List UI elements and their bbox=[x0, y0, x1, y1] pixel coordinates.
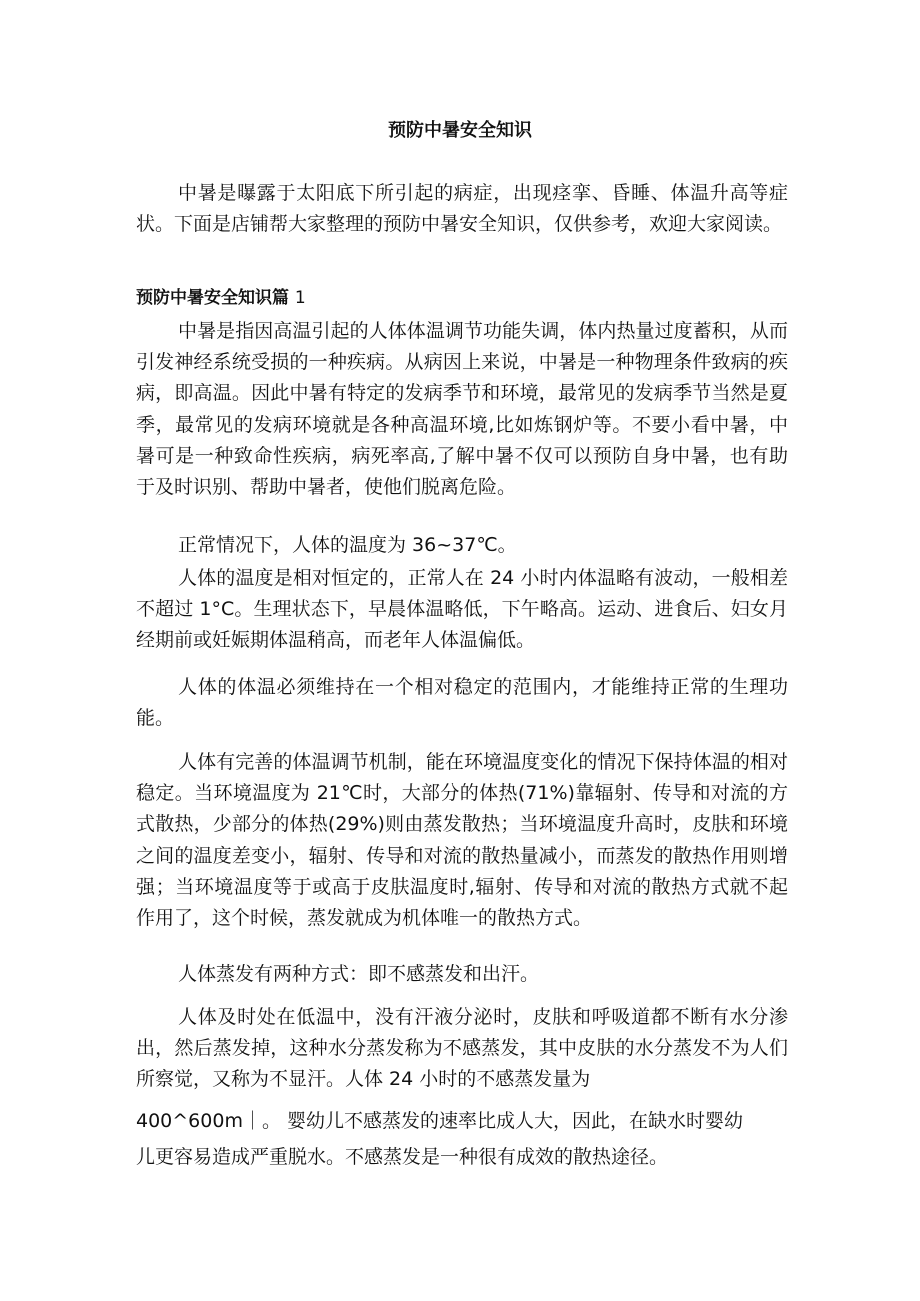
text-line: 儿更容易造成严重脱水。不感蒸发是一种很有成效的散热途径。 bbox=[136, 1146, 669, 1168]
paragraph-temp-variation: 人体的温度是相对恒定的，正常人在 24 小时内体温略有波动，一般相差不超过 1°C。生理状态下，早晨体温略低，下午略高。运动、进食后、妇女月经期前或妊娠期体温稍高，而老年人体温偏低。 bbox=[136, 567, 788, 652]
paragraph-insensible: 人体及时处在低温中，没有汗液分泌时，皮肤和呼吸道都不断有水分渗出，然后蒸发掉，这种水分蒸发称为不感蒸发，其中皮肤的水分蒸发不为人们所察觉，又称为不显汗。人体 24 小时的不感蒸发量为 bbox=[136, 1006, 788, 1091]
paragraph-stable-range: 人体的体温必须维持在一个相对稳定的范围内，才能维持正常的生理功能。 bbox=[136, 676, 788, 730]
paragraph-definition: 中暑是指因高温引起的人体体温调节功能失调，体内热量过度蓄积，从而引发神经系统受损的一种疾病。从病因上来说，中暑是一种物理条件致病的疾病，即高温。因此中暑有特定的发病季节和环境，最常见的发病季节当然是夏季，最常见的发病环境就是各种高温环境,比如炼钢炉等。不要小看中暑，中暑可是一种致命性疾病，病死率高,了解中暑不仅可以预防自身中暑，也有助于及时识别、帮助中暑者，使他们脱离危险。 bbox=[136, 320, 788, 499]
paragraph-normal-temp: 正常情况下，人体的温度为 36~37℃。 bbox=[178, 534, 517, 556]
document-title: 预防中暑安全知识 bbox=[388, 120, 532, 141]
paragraph-regulation: 人体有完善的体温调节机制，能在环境温度变化的情况下保持体温的相对稳定。当环境温度为 21℃时，大部分的体热(71%)靠辐射、传导和对流的方式散热，少部分的体热(29%)则由蒸发散热；当环境温度升高时，皮肤和环境之间的温度差变小，辐射、传导和对流的散热量减小，而蒸发的散热作用则增强；当环境温度等于或高于皮肤温度时,辐射、传导和对流的散热方式就不起作用了，这个时候，蒸发就成为机体唯一的散热方式。 bbox=[136, 751, 788, 930]
section-heading-text: 预防中暑安全知识篇 bbox=[136, 288, 289, 308]
paragraph-evaporation-types: 人体蒸发有两种方式：即不感蒸发和出汗。 bbox=[178, 963, 540, 985]
section-heading bbox=[136, 284, 306, 312]
section-heading-number: 1 bbox=[294, 288, 306, 308]
intro-paragraph: 中暑是曝露于太阳底下所引起的病症，出现痉挛、昏睡、体温升高等症状。下面是店铺帮大家整理的预防中暑安全知识，仅供参考，欢迎大家阅读。 bbox=[136, 182, 788, 236]
text-line: 400^600m｜。 婴幼儿不感蒸发的速率比成人大，因此，在缺水时婴幼 bbox=[136, 1110, 743, 1132]
